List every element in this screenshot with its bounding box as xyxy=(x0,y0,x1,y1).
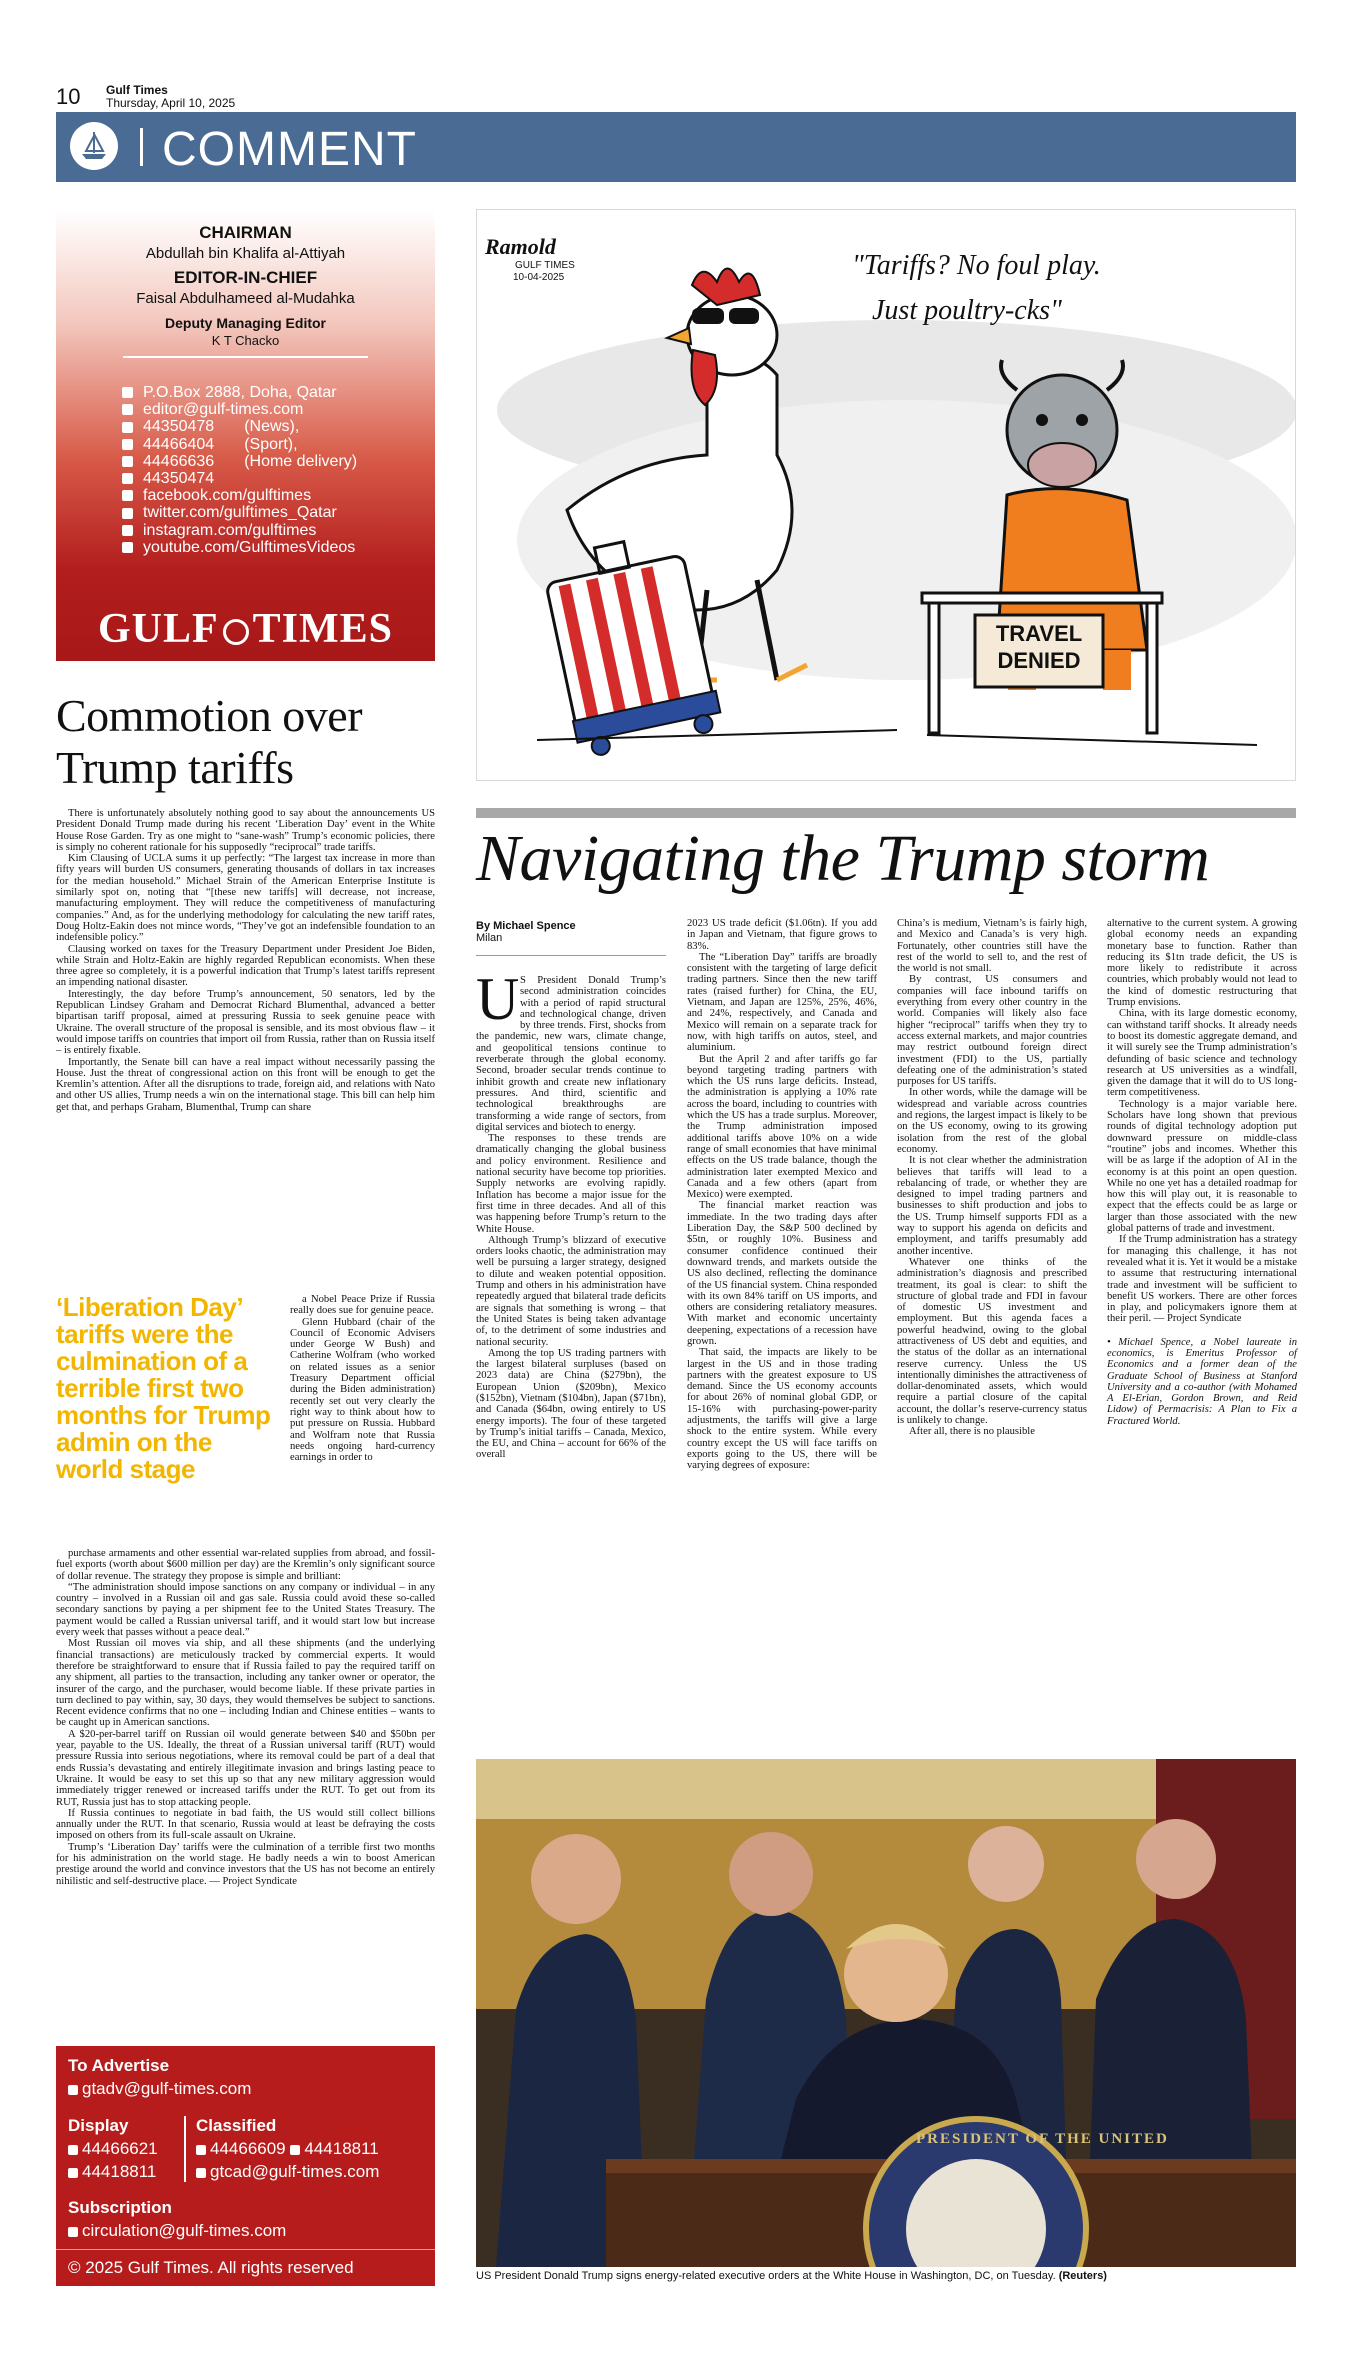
phone-icon xyxy=(68,2145,78,2155)
photo-caption xyxy=(476,2270,1306,2282)
contact-text: 44350474 xyxy=(143,470,215,488)
contact-item[interactable] xyxy=(122,487,357,504)
contact-text: editor@gulf-times.com xyxy=(143,401,304,419)
email-icon xyxy=(196,2168,206,2178)
paragraph: In other words, while the damage will be widespread and variable across countries and regions, the largest impact is likely to be on the US economy, owing to its growing isolation from the rest of the global economy. xyxy=(897,1087,1087,1155)
youtube-icon xyxy=(122,542,133,553)
contact-item[interactable] xyxy=(122,401,357,418)
contact-text: 44350478 xyxy=(143,418,215,436)
byline xyxy=(476,920,666,944)
paragraph: There is unfortunately absolutely nothing good to say about the announcements US President Donald Trump made during his recent ‘Liberation Day’ event in the White House Rose Garden. Try as one might to “sane-wash” Trump’s economic policies, there is simply no coherent rationale for his supposedly “reciprocal” trade tariffs. xyxy=(56,808,435,853)
paragraph: By contrast, US consumers and companies will face inbound tariffs on everything from every other country in the world. Companies will likely also face higher “reciprocal” tariffs when they try to access external markets, and major countries may restrict outbound foreign direct investment (FDI) to the US, partially defeating one of the administration’s stated purposes for US tariffs. xyxy=(897,974,1087,1088)
advertise-email[interactable]: gtadv@gulf-times.com xyxy=(68,2079,251,2099)
contact-item[interactable] xyxy=(122,470,357,487)
paragraph: alternative to the current system. A growing global economy needs an expanding monetary base to function. Rather than reducing its $1tn trade deficit, the US is more likely to redistribute it across countries, which probably would not lead to the kind of domestic restructuring that Trump envisions. xyxy=(1107,918,1297,1009)
paragraph: Glenn Hubbard (chair of the Council of Economic Advisers under George W Bush) and Catherine Wolfram (who worked on related issues as a senior Treasury Department official during the Biden administration) recently set out very clearly the right way to think about how to put pressure on Russia. Hubbard and Wolfram note that Russia needs ongoing hard-currency earnings in order to xyxy=(290,1316,435,1464)
contact-text: youtube.com/GulftimesVideos xyxy=(143,538,356,556)
cartoon-quote-line2: Just poultry-cks" xyxy=(872,295,1062,326)
paragraph: Trump’s ‘Liberation Day’ tariffs were the culmination of a terrible first two months for his administration on the world stage. He badly needs a win to boost American prestige around the world and convince investors that the US has not become an entirely nihilistic and self-destructive place. — Project Syndicate xyxy=(56,1841,435,1887)
paragraph: China’s is medium, Vietnam’s is fairly high, and Mexico and Canada’s is very high. Fortunately, other countries still have the rest of the world to sell to, and the rest of the world is not small. xyxy=(897,918,1087,975)
gulf-times-logo xyxy=(56,605,435,653)
author: By Michael Spence xyxy=(476,920,576,932)
paragraph: The “Liberation Day” tariffs are broadly consistent with the targeting of large deficit trading partners. Since then the new tariff rates (raised further) for China, the EU, Vietnam, and Japan are 125%, 25%, 46%, and 24%, respectively, and Canada and Mexico will remain on a separate track for now, with high tariffs on autos, steel, and aluminium. xyxy=(687,951,877,1054)
contact-item[interactable] xyxy=(122,504,357,521)
editorial-body-narrow xyxy=(290,1294,435,1463)
caption-credit: (Reuters) xyxy=(1058,2270,1107,2282)
contact-note: (Home delivery) xyxy=(244,452,358,470)
section-divider xyxy=(476,808,1296,818)
cartoon-signature-sub: GULF TIMES xyxy=(515,260,575,271)
chairman-name: Abdullah bin Khalifa al-Attiyah xyxy=(145,245,346,262)
contact-text: 44466404 xyxy=(143,435,215,453)
x-icon xyxy=(122,508,133,519)
phone-icon xyxy=(122,439,133,450)
phone-icon xyxy=(196,2145,206,2155)
paragraph: Whatever one thinks of the administration’s diagnosis and prescribed treatment, its goal is clear: to shift the structure of global trade and FDI in favour of domestic US investment and employment. But this agenda faces a powerful headwind, owing to the global attractiveness of US debt and equities, and the status of the dollar as an international reserve currency. Unless the US intentionally diminishes the attractiveness of dollar-denominated assets, which would require a partial closure of the capital account, the dollar’s reserve-currency status is unlikely to change. xyxy=(897,1256,1087,1427)
contact-text: twitter.com/gulftimes_Qatar xyxy=(143,504,337,522)
globe-icon xyxy=(223,619,249,645)
masthead xyxy=(56,211,435,661)
caption-text: US President Donald Trump signs energy-related executive orders at the White House in Washington, DC, on Tuesday. xyxy=(476,2270,1056,2282)
editorial-cartoon xyxy=(476,209,1296,781)
classified-phones: 44466609 44418811 xyxy=(196,2139,379,2159)
paragraph: Kim Clausing of UCLA sums it up perfectly: “The largest tax increase in more than fifty years will burden US consumers, generating thousands of dollars in tax increases for the median household.” Michael Strain of the American Enterprise Institute is similarly spot on, noting that “[these new tariffs] will decrease, not increase, manufacturing employment. They will reduce the competitiveness of manufacturing companies.” And, as for the underlying methodology for calculating the new tariff rates, Doug Holtz-Eakin does not mince words, “They’ve got an indefensible foundation to an indefensible policy.” xyxy=(56,853,435,944)
advertising-box xyxy=(56,2046,435,2286)
paper-title: Gulf Times xyxy=(106,83,168,97)
opinion-headline: Navigating the Trump storm xyxy=(476,822,1210,895)
contact-text: P.O.Box 2888, Doha, Qatar xyxy=(143,384,337,401)
paragraph: Technology is a major variable here. Scholars have long shown that previous rounds of digital technology adoption put downward pressure on middle-class “routine” jobs and incomes. Whether this will be as large if the adoption of AI in the economy is at this point an open question. While no one yet has a detailed roadmap for how this will play out, it is reasonable to expect that the effects could be as large or larger than those associated with the new global patterns of trade and investment. xyxy=(1107,1098,1297,1235)
cartoon-quote-line1: "Tariffs? No foul play. xyxy=(852,250,1101,281)
contact-text: 44466636 xyxy=(143,452,215,470)
subscription-label: Subscription xyxy=(68,2198,172,2217)
contact-item[interactable] xyxy=(122,453,357,470)
paragraph: That said, the impacts are likely to be largest in the US and in those trading partners with the greatest exposure to US demand. Since the US economy accounts for about 26% of nominal global GDP, or 15-16% with purchasing-power-parity adjustments, the tariffs will give a large shock to the entire system. While every country except the US will face tariffs on exports going to the US, there will be varying degrees of exposure: xyxy=(687,1347,877,1472)
opinion-column-3 xyxy=(897,918,1087,1438)
editor-name: Faisal Abdulhameed al-Mudahka xyxy=(136,290,355,307)
paragraph: Importantly, the Senate bill can have a real impact without necessarily passing the House. Just the threat of congressional action on this front will be enough to get the Kremlin’s attention. After all the disruptions to trade, foreign aid, and relations with Nato and other US allies, Trump needs a win on the international stage. This bill can help him get that, and perhaps Graham, Blumenthal, Trump can share xyxy=(56,1056,435,1113)
contact-item[interactable] xyxy=(122,418,357,435)
contact-list xyxy=(122,384,357,556)
editorial-body-bottom xyxy=(56,1548,435,1887)
paragraph: After all, there is no plausible xyxy=(909,1426,1035,1438)
classified-email[interactable]: gtcad@gulf-times.com xyxy=(196,2162,379,2182)
contact-text: facebook.com/gulftimes xyxy=(143,487,312,505)
paragraph: Most Russian oil moves via ship, and all these shipments (and the underlying financial transactions) are meticulously tracked by commercial experts. It would therefore be straightforward to ensure that if Russia failed to pay the required tariff on any shipment, all parties to the transaction, including any tanker owner or operator, the insurer of the cargo, and the purchaser, would become liable. If these private parties in turn declined to pay within, say, 30 days, they would themselves be subject to sanctions. Recent evidence confirms that no one – including Indian and Chinese entities – wants to be caught up in American sanctions. xyxy=(56,1638,435,1729)
phone-icon xyxy=(122,422,133,433)
paragraph: But the April 2 and after tariffs go far beyond targeting trading partners with which the US runs large deficits. Instead, the administration is applying a 10% rate across the board, including to countries with which the US has a trade surplus. Moreover, the Trump administration imposed additional tariffs above 10% on a wide range of small economies that have minimal effects on the US trade balance, though the administration later exempted Mexico and Canada and a few others (apart from Mexico) were exempted. xyxy=(687,1053,877,1201)
section-title: COMMENT xyxy=(162,123,417,176)
contact-item[interactable] xyxy=(122,436,357,453)
logo-left: GULF xyxy=(97,606,219,652)
editorial-body-top xyxy=(56,808,435,1113)
display-phone-2: 44418811 xyxy=(68,2162,156,2182)
section-banner xyxy=(56,112,1296,182)
subscription-email[interactable]: circulation@gulf-times.com xyxy=(68,2221,286,2241)
facebook-icon xyxy=(122,490,133,501)
presidential-seal-text: PRESIDENT OF THE UNITED xyxy=(916,2131,1169,2147)
paragraph: 2023 US trade deficit ($1.06tn). If you add in Japan and Vietnam, that figure grows to 83%. xyxy=(687,918,877,952)
page-number: 10 xyxy=(56,84,81,109)
editor-role: EDITOR-IN-CHIEF xyxy=(173,268,318,287)
paragraph: Clausing worked on taxes for the Treasury Department under President Joe Biden, while Strain and Holtz-Eakin are highly regarded Republican economists. When these three agree so completely, it is a powerful indication that Trump’s latest tariffs represent an impending national disaster. xyxy=(56,943,435,989)
email-icon xyxy=(122,404,133,415)
contact-note: (Sport), xyxy=(244,435,298,453)
instagram-icon xyxy=(122,525,133,536)
classified-label: Classified xyxy=(196,2116,277,2135)
cartoon-date: 10-04-2025 xyxy=(513,272,565,283)
deputy-name: K T Chacko xyxy=(211,333,280,348)
contact-item[interactable] xyxy=(122,522,357,539)
paragraph: The responses to these trends are dramatically changing the global business and policy environment. Resilience and national security have become top priorities. Supply networks are evolving rapidly. Inflation has become a major issue for the first time in three decades. And all of this was happening before Trump’s return to the White House. xyxy=(476,1133,666,1235)
cartoon-sign-line1: TRAVEL xyxy=(995,621,1083,646)
drop-cap: U xyxy=(476,966,520,1032)
paragraph: The financial market reaction was immediate. In the two trading days after Liberation Day, the S&P 500 declined by $5tn, or roughly 10%. Business and consumer confidence continued their downward trends, and markets outside the US also declined, reflecting the dominance of the US financial system. China responded with its own 84% tariff on US imports, and others are considering retaliatory measures. With market and economic uncertainty deepening, expectations of a recession have grown. xyxy=(687,1200,877,1347)
email-icon xyxy=(68,2085,78,2095)
paragraph: S President Donald Trump’s second administration coincides with a period of rapid structural and technological change, driven by three trends. First, shocks from the pandemic, new wars, climate change, and geopolitical tensions continue to reverberate through the global economy. Second, broader secular trends continue to inhibit growth and create new inflationary pressures. And third, scientific and technological breakthroughs are transforming a wide range of sectors, from digital services and biotech to energy. xyxy=(476,975,666,1133)
dateline: Milan xyxy=(476,932,503,944)
fax-icon xyxy=(122,473,133,484)
paragraph: purchase armaments and other essential war-related supplies from abroad, and fossil-fuel exports (worth about $600 million per day) are the Kremlin’s only significant source of dollar revenue. The strategy they propose is simple and brilliant: xyxy=(56,1548,435,1582)
cartoon-sign xyxy=(975,620,1103,674)
paragraph: It is not clear whether the administration believes that tariffs will lead to a rebalancing of trade, or whether they are designed to impel trading partners and businesses to shift production and jobs to the US. Trump himself supports FDI as a way to support his agenda on deficits and employment, and tariffs presumably add another incentive. xyxy=(897,1155,1087,1257)
email-icon xyxy=(68,2227,78,2237)
paragraph: China, with its large domestic economy, can withstand tariff shocks. It already needs to boost its domestic aggregate demand, and it will surely see the Trump administration’s defunding of basic science and technology research at US universities as a windfall, given the damage that it will do to US long-term competitiveness. xyxy=(1107,1008,1297,1099)
paragraph: If Russia continues to negotiate in bad faith, the US would still collect billions annually under the RUT. In that scenario, Russia would at least be defraying the costs imposed on others from its full-scale assault on Ukraine. xyxy=(56,1807,435,1842)
paragraph: A $20-per-barrel tariff on Russian oil would generate between $40 and $50bn per year, payable to the US. Ideally, the threat of a Russian universal tariff (RUT) would pressure Russia into serious negotiations, where its removal could be part of a deal that ends Russia’s devastating and entirely illegitimate invasion and brings lasting peace to Ukraine. It would be easy to set this up so that any new military aggression would immediately trigger renewed or increased tariffs under the RUT. To get out from its RUT, Russia just has to stop attacking people. xyxy=(56,1728,435,1808)
paper-name xyxy=(106,84,235,110)
contact-note: (News), xyxy=(244,418,300,436)
opinion-column-1 xyxy=(476,966,666,1461)
display-label: Display xyxy=(68,2116,129,2135)
author-bio: • Michael Spence, a Nobel laureate in economics, is Emeritus Professor of Economics and a former dean of the Graduate School of Business at Stanford University and a co-author (with Mohamed A El-Erian, Gordon Brown, and Reid Lidow) of Permacrisis: A Plan to Fix a Fractured World. xyxy=(1107,1336,1297,1427)
paragraph: Among the top US trading partners with the largest bilateral surpluses (based on 2023 data) are China ($279bn), the European Union ($209bn), Mexico ($152bn), Vietnam ($104bn), Japan ($71bn), and Canada ($64bn, owing entirely to US energy imports). The four of these targeted by Trump’s initial tariffs – Canada, Mexico, the EU, and China – account for 66% of the overall xyxy=(476,1347,666,1461)
deputy-role: Deputy Managing Editor xyxy=(165,315,326,331)
copyright: © 2025 Gulf Times. All rights reserved xyxy=(68,2258,354,2277)
fax-icon xyxy=(290,2145,300,2155)
editorial-headline: Commotion over Trump tariffs xyxy=(56,690,363,793)
cartoon-signature: Ramold xyxy=(485,234,556,259)
paragraph: “The administration should impose sanctions on any company or individual – in any country – involved in a Russian oil and gas sale. Russia could avoid these so-called secondary sanctions by paying a per shipment fee to the United States Treasury. The payment would be called a Russian universal tariff, and it would start low but increase every week that passes without a peace deal.” xyxy=(56,1581,435,1639)
contact-item[interactable] xyxy=(122,539,357,556)
phone-icon xyxy=(122,456,133,467)
mail-icon xyxy=(122,387,133,398)
chairman-role: CHAIRMAN xyxy=(199,223,292,242)
paragraph: If the Trump administration has a strategy for managing this challenge, it has not revealed what it is. Yet it would be a mistake to assume that restructuring international trade and investment will be sufficient to benefit US workers. There are other forces in play, and policymakers ignore them at their peril. — Project Syndicate xyxy=(1107,1234,1297,1325)
ship-logo-icon xyxy=(70,122,118,170)
display-phone-1: 44466621 xyxy=(68,2139,158,2159)
paragraph: Although Trump’s blizzard of executive orders looks chaotic, the administration may well be pursuing a larger strategy, designed to dilute and weaken potential opposition. Trump and others in his administration have repeatedly argued that bilateral trade deficits are signals that something is wrong – that the United States is being taken advantage of, to the detriment of some industries and national security. xyxy=(476,1234,666,1348)
issue-date: Thursday, April 10, 2025 xyxy=(106,96,236,110)
fax-icon xyxy=(68,2168,78,2178)
paragraph: Interestingly, the day before Trump’s announcement, 50 senators, led by the Republican Lindsey Graham and Democrat Richard Blumenthal, advanced a better bipartisan tariff proposal, aimed at pressuring Russia to seek genuine peace with Ukraine. The overall structure of the proposal is sensible, and its most obvious flaw – it would impose tariffs on countries that import oil from Russia, rather than on Russia itself – is entirely fixable. xyxy=(56,988,435,1057)
paragraph: a Nobel Peace Prize if Russia really does sue for genuine peace. xyxy=(290,1294,435,1317)
advertise-label: To Advertise xyxy=(68,2056,170,2075)
opinion-column-2 xyxy=(687,918,877,1472)
pull-quote: ‘Liberation Day’ tariffs were the culmination of a terrible first two months for Trump admin on the world stage xyxy=(56,1292,271,1484)
opinion-column-4 xyxy=(1107,918,1297,1427)
contact-text: instagram.com/gulftimes xyxy=(143,521,317,539)
news-photo xyxy=(476,1759,1296,2267)
contact-item[interactable] xyxy=(122,384,357,401)
logo-right: TIMES xyxy=(252,606,394,652)
cartoon-sign-line2: DENIED xyxy=(997,648,1081,673)
